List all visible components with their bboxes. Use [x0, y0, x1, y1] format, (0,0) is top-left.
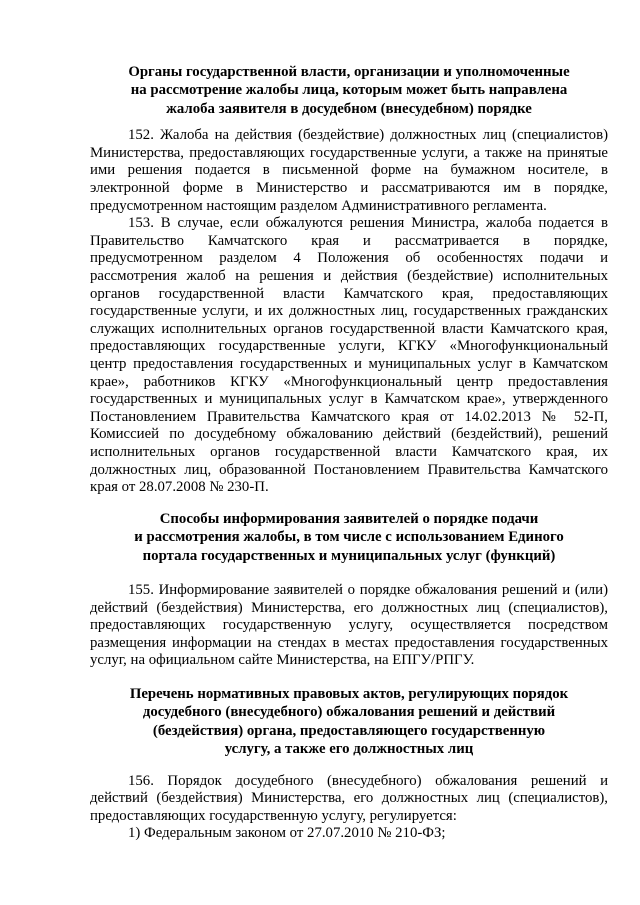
heading-line: услугу, а также его должностных лиц	[224, 741, 474, 758]
paragraph-line: 152. Жалоба на действия (бездействие) должностных лиц (специалистов)	[128, 127, 608, 144]
paragraph-line: должностных лиц, образованной Постановлением Правительства Камчатского	[90, 461, 608, 478]
heading-line: Органы государственной власти, организации и уполномоченные	[128, 64, 570, 80]
paragraph-line: предоставляющих государственные услуги, КГКУ «Многофункциональный	[90, 338, 608, 355]
document-page	[90, 63, 608, 843]
paragraph-line: государственные услуги, и их должностных лиц, государственных гражданских	[90, 303, 608, 320]
paragraph-152	[90, 127, 608, 215]
heading-line: (бездействия) органа, предоставляющего государственную	[152, 722, 546, 739]
paragraph-line: крае», работников КГКУ «Многофункциональный центр предоставления	[90, 373, 608, 390]
paragraph-line: Комиссией по досудебному обжалованию действий (бездействий), решений	[90, 426, 608, 443]
paragraph-line: органов государственной власти Камчатского края, предоставляющих	[90, 285, 608, 302]
paragraph-line: 156. Порядок досудебного (внесудебного) обжалования решений и	[128, 772, 608, 789]
heading-line: досудебного (внесудебного) обжалования решений и действий	[142, 704, 556, 721]
paragraph-line: исполнительных органов государственной власти Камчатского края, их	[90, 443, 608, 460]
paragraph-line: электронной форме в Министерство и рассматриваются им в порядке,	[90, 180, 608, 196]
paragraph-line: рассмотрения жалоб на решения и действия (бездействие) исполнительных	[90, 267, 608, 284]
heading-line: и рассмотрения жалобы, в том числе с использованием Единого	[134, 529, 564, 546]
paragraph-line: размещения информации на стендах в местах предоставления государственных	[90, 634, 608, 651]
paragraph-line: Правительство Камчатского края и рассматривается в порядке,	[90, 232, 608, 249]
heading-line: портала государственных и муниципальных услуг (функций)	[142, 547, 556, 564]
paragraph-156	[90, 773, 608, 826]
paragraph-155	[90, 582, 608, 670]
paragraph-line: служащих исполнительных органов государственной власти Камчатского края,	[90, 320, 608, 337]
section-heading-legal-acts	[90, 685, 608, 759]
paragraph-line: предусмотренном настоящим разделом Административного регламента.	[90, 197, 547, 214]
heading-line: Перечень нормативных правовых актов, регулирующих порядок	[129, 685, 569, 702]
paragraph-line: государственных и муниципальных услуг в Камчатском крае», утвержденного	[90, 391, 608, 408]
paragraph-line: предоставляющих государственную услугу, регулируется:	[90, 807, 457, 824]
section-heading-informing-methods	[90, 510, 608, 565]
paragraph-line: предоставляющих государственную услугу, осуществляется посредством	[90, 617, 608, 634]
paragraph-line: Министерства, предоставляющих государственные услуги, а также на принятые	[90, 144, 608, 161]
paragraph-line: действий (бездействия) Министерства, его должностных лиц (специалистов),	[90, 599, 608, 616]
paragraph-153	[90, 215, 608, 497]
paragraph-line: действий (бездействия) Министерства, его должностных лиц (специалистов),	[90, 790, 608, 807]
paragraph-line: края от 28.07.2008 № 230-П.	[90, 479, 269, 496]
heading-line: на рассмотрение жалобы лица, которым может быть направлена	[130, 82, 568, 99]
list-item	[90, 825, 608, 843]
paragraph-line: услуг, на официальном сайте Министерства, на ЕПГУ/РПГУ.	[90, 652, 475, 669]
section-heading-complaint-bodies	[90, 63, 608, 118]
heading-line: жалоба заявителя в досудебном (внесудебном) порядке	[166, 100, 532, 117]
paragraph-line: 153. В случае, если обжалуются решения Министра, жалоба подается в	[128, 215, 608, 232]
paragraph-line: Постановлением Правительства Камчатского края от 14.02.2013 № 52-П,	[90, 408, 608, 425]
paragraph-line: центр предоставления государственных и муниципальных услуг в Камчатском	[90, 355, 608, 372]
list-item-line: 1) Федеральным законом от 27.07.2010 № 210-ФЗ;	[128, 825, 446, 842]
heading-line: Способы информирования заявителей о порядке подачи	[159, 510, 539, 527]
paragraph-line: ими решения подается в письменной форме на бумажном носителе, в	[90, 162, 608, 179]
paragraph-line: 155. Информирование заявителей о порядке обжалования решений и (или)	[128, 581, 608, 598]
paragraph-line: предусмотренном разделом 4 Положения об особенностях подачи и	[90, 250, 608, 267]
